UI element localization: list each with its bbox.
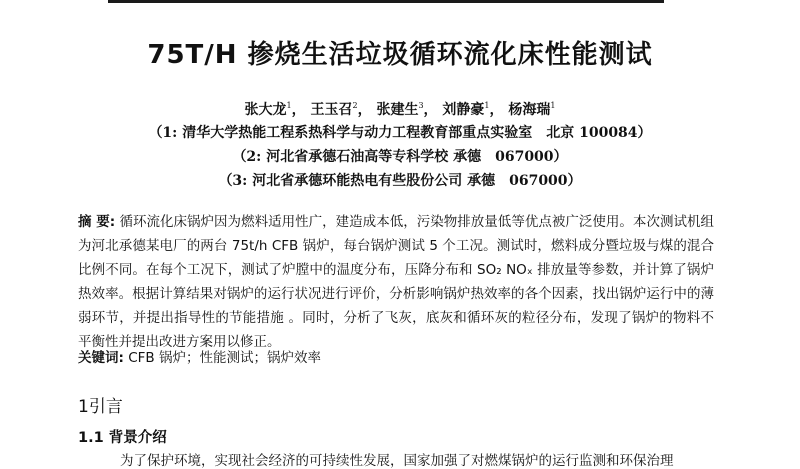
affiliation-1: （1: 清华大学热能工程系热科学与动力工程教育部重点实验室 北京 100084） — [148, 125, 652, 141]
author: 刘静豪$^1$ — [442, 101, 490, 118]
keywords-text: CFB 锅炉；性能测试；锅炉效率 — [128, 350, 321, 366]
author-list: 张大龙$^1$， 王玉召$^2$， 张建生$^3$， 刘静豪$^1$， 杨海瑞$^1$ — [244, 101, 556, 118]
abstract-label: 摘 要: — [78, 214, 116, 230]
top-rule — [108, 0, 664, 3]
section-heading-1-1: 1.1 背景介绍 — [78, 430, 167, 446]
abstract — [78, 210, 714, 354]
section-heading-1: 1引言 — [78, 397, 123, 417]
affiliation-2: （2: 河北省承德石油高等专科学校 承德 067000） — [232, 149, 568, 165]
author: 王玉召$^2$ — [310, 101, 358, 118]
author: 杨海瑞$^1$ — [508, 101, 556, 118]
author: 张大龙$^1$ — [244, 101, 292, 118]
body-paragraph: 为了保护环境，实现社会经济的可持续性发展，国家加强了对燃煤锅炉的运行监测和环保治理 — [120, 453, 674, 469]
author: 张建生$^3$ — [376, 101, 424, 118]
affiliation-3: （3: 河北省承德环能热电有些股份公司 承德 067000） — [218, 173, 582, 189]
abstract-text: 循环流化床锅炉因为燃料适用性广，建造成本低，污染物排放量低等优点被广泛使用。本次测试机组为河北承德某电厂的两台 75t/h CFB 锅炉，每台锅炉测试 5 个工况。测试时，燃料成分暨垃圾与煤的混合比例不同。在每个工况下，测试了炉膛中的温度分布，压降分布和 SO₂ NOₓ 排放量等参数，并计算了锅炉热效率。根据计算结果对锅炉的运行状况进行评价，分析影响锅炉热效率的各个因素，找出锅炉运行中的薄弱环节，并提出指导性的节能措施 。同时，分析了飞灰，底灰和循环灰的粒径分布，发现了锅炉的物料不平衡性并提出改进方案用以修正。 — [78, 214, 714, 350]
keywords — [78, 346, 321, 366]
paper-title: 75T/H 掺烧生活垃圾循环流化床性能测试 — [147, 40, 653, 70]
keywords-label: 关键词: — [78, 350, 124, 366]
